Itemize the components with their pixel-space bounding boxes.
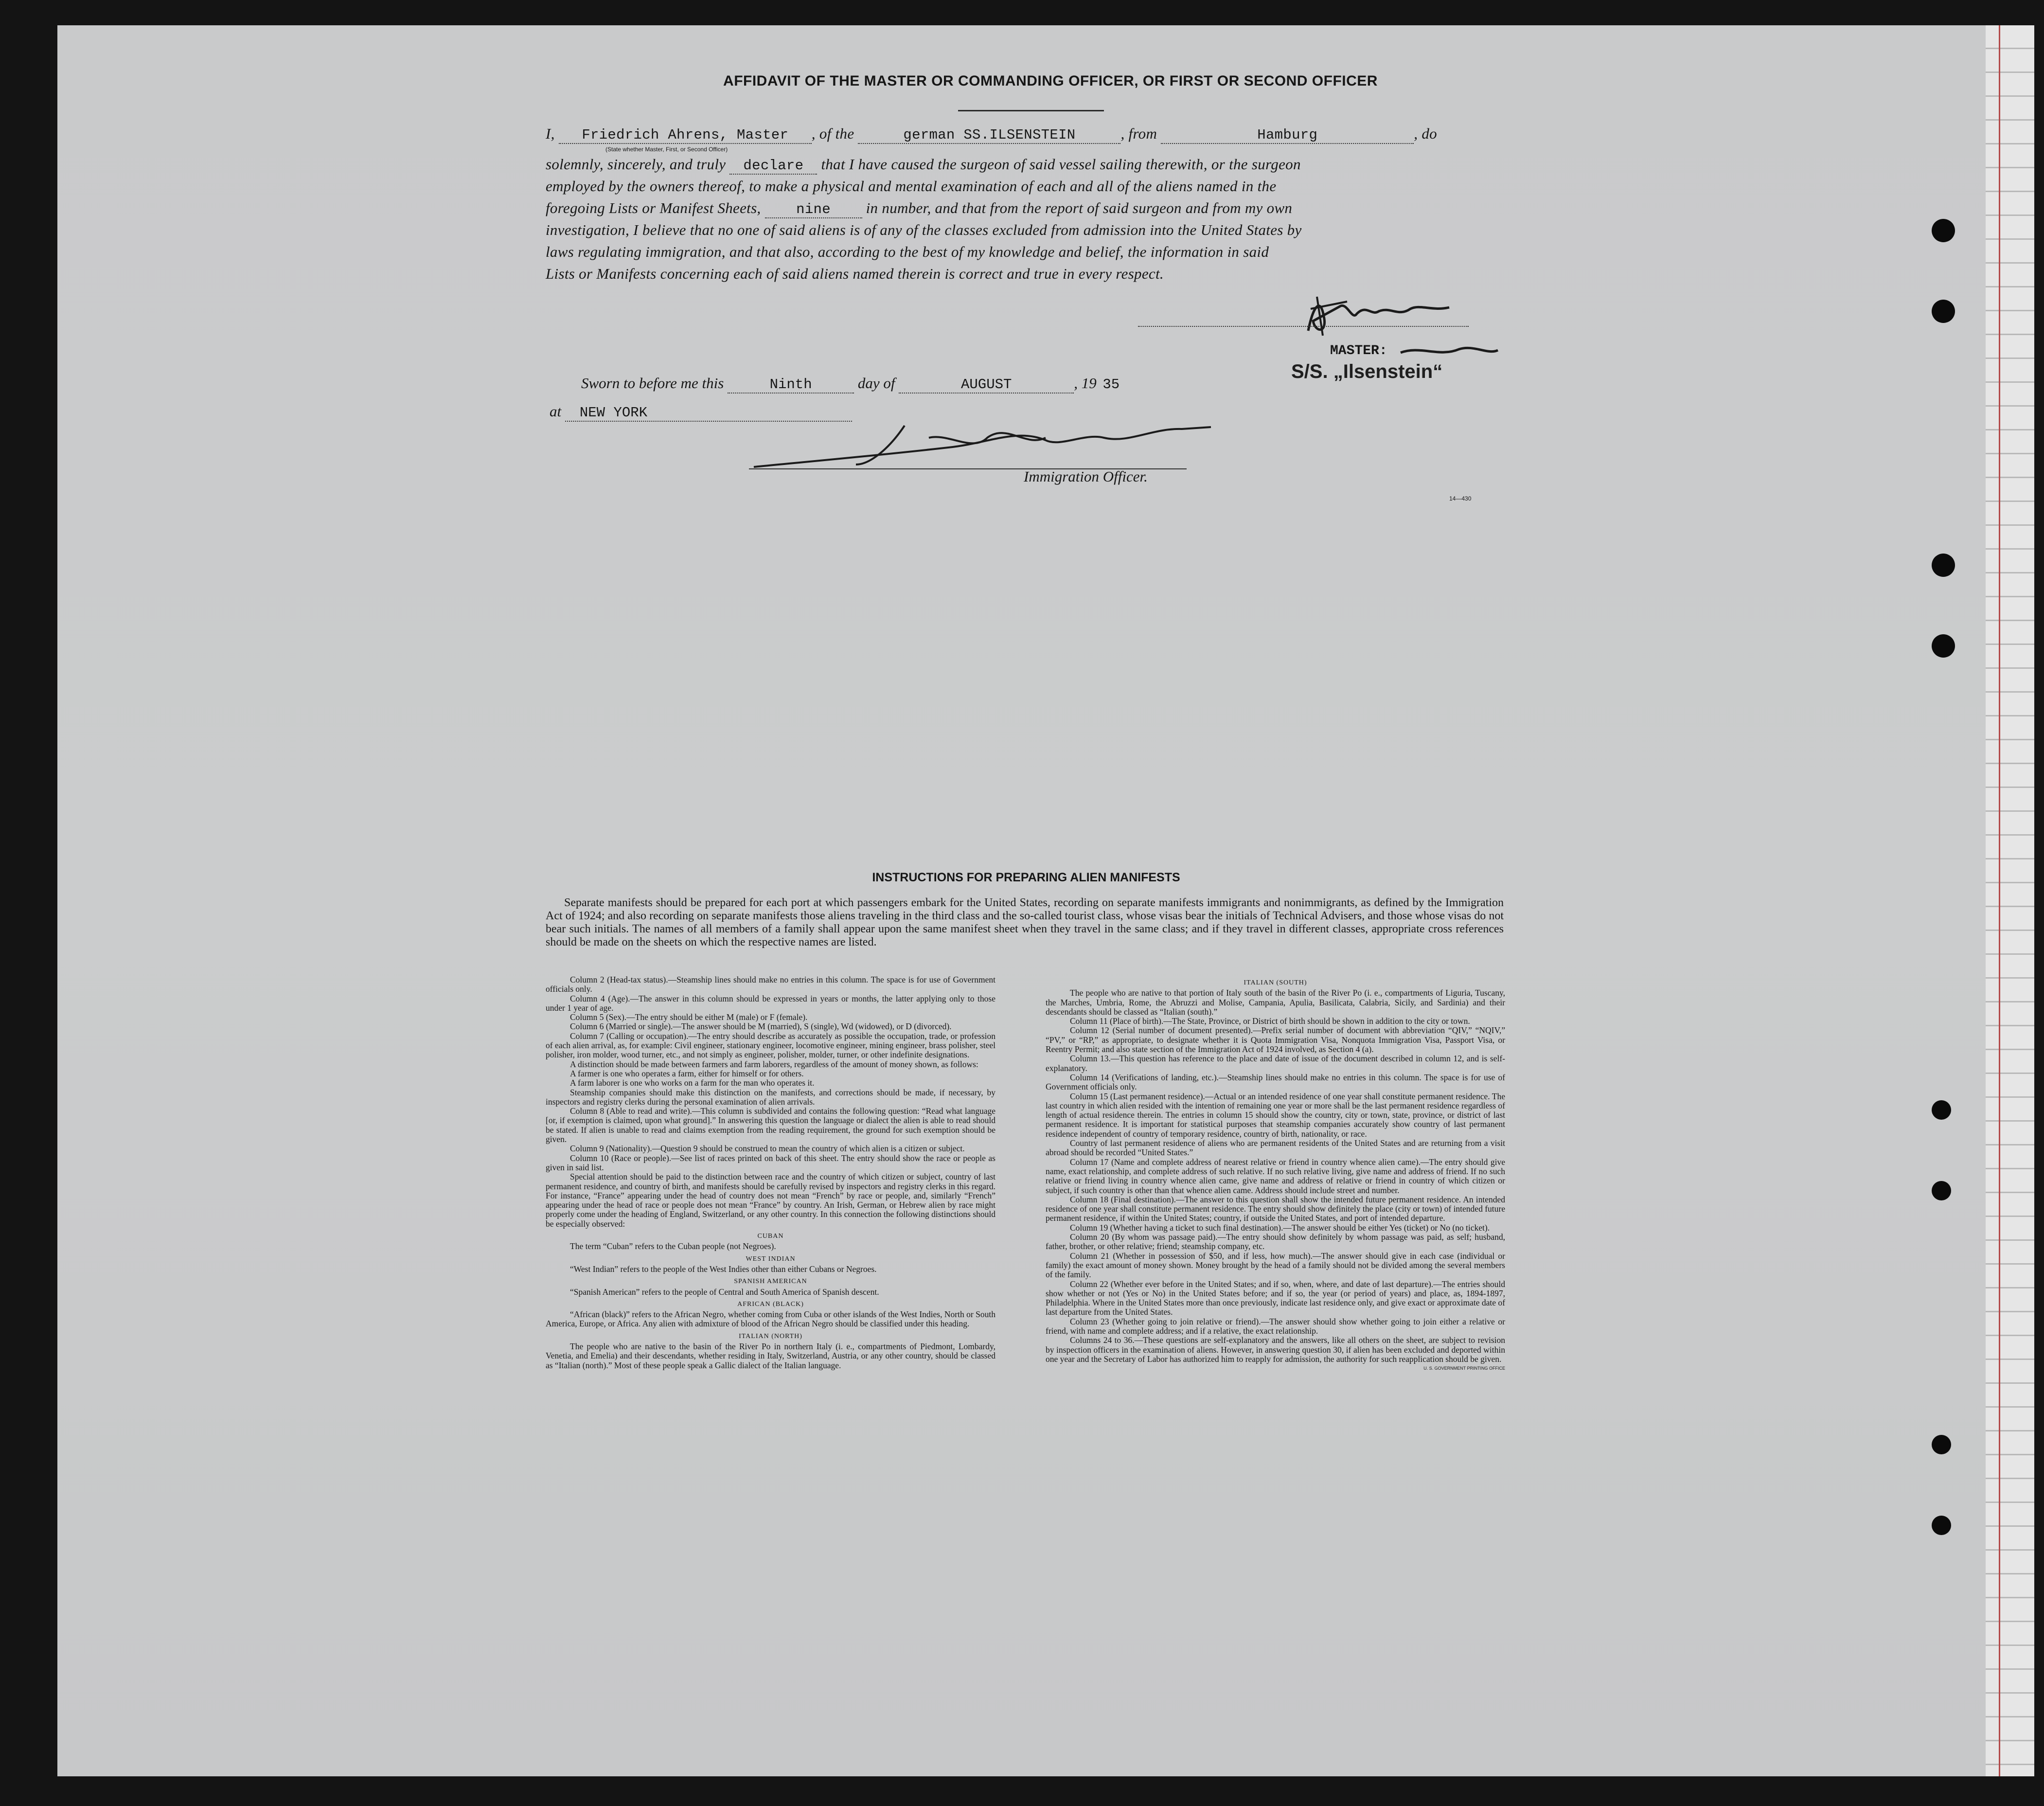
- immigration-officer-label: Immigration Officer.: [1024, 468, 1148, 485]
- section-heading: ITALIAN (NORTH): [739, 1332, 802, 1340]
- section-heading: SPANISH AMERICAN: [734, 1278, 807, 1286]
- affidavit-text: , of the: [811, 125, 854, 142]
- section-heading: CUBAN: [757, 1233, 784, 1240]
- instruction-paragraph: “West Indian” refers to the people of the West Indies other than either Cubans or Negroes.: [570, 1264, 877, 1274]
- ship-stamp: S/S. „Ilsenstein“: [1291, 361, 1443, 382]
- title-rule: [958, 110, 1104, 111]
- instruction-paragraph: The people who are native to that portion of Italy south of the basin of the River Po (i. e., compartments of Liguria, Tuscany, the Marches, Umbria, Rome, the Abruzzi and Molise, Campania, Apulia, Basilicata, Calabria, Sicily, and Sardinia) and their descendants should be classed as “Italian (south).”: [1046, 988, 1505, 1017]
- affidavit-line-4: [546, 199, 1504, 218]
- instructions-right-column: [1046, 975, 1505, 1373]
- affidavit-line-5: investigation, I believe that no one of said aliens is of any of the classes excluded from admission into the United States by: [546, 221, 1302, 238]
- officer-signature: [744, 418, 1221, 472]
- affidavit-line-1: [546, 125, 1504, 144]
- instruction-paragraph: “African (black)” refers to the African Negro, whether coming from Cuba or other islands of the West Indies, North or South America, Europe, or Africa. Any alien with admixture of blood of the African Negro should be classified under this heading.: [546, 1309, 995, 1329]
- sworn-text: Sworn to before me this: [581, 375, 724, 392]
- instruction-paragraph: Column 8 (Able to read and write).—This column is subdivided and contains the following question: “Read what language [or, if exemption is claimed, upon what ground].” In answering this question the language or dialect the alien is able to read should be stated. If alien is unable to read and claims exemption from the reading requirement, the ground for such exemption should be given.: [546, 1106, 995, 1144]
- affidavit-text: I,: [546, 125, 555, 142]
- day-field: Ninth: [728, 376, 854, 393]
- instruction-paragraph: Country of last permanent residence of aliens who are permanent residents of the United States and are returning from a visit abroad should be recorded “United States.”: [1046, 1138, 1505, 1158]
- instruction-paragraph: A distinction should be made between farmers and farm laborers, regardless of the amount of money shown, as follows:: [570, 1059, 978, 1069]
- instruction-paragraph: Column 15 (Last permanent residence).—Actual or an intended residence of one year shall constitute permanent residence. The last country in which alien resided with the intention of remaining one year or more shall be the last permanent residence regardless of length of actual residence therein. The entries in column 15 should show the country, city or town, state, province, or district of last permanent residence. It is important for statistical purposes that steamship companies accurately show country of last permanent residence independent of country of temporary residence, country of birth, nationality, or race.: [1046, 1091, 1505, 1139]
- binder-hole-icon: [1932, 1516, 1951, 1535]
- instruction-paragraph: Column 2 (Head-tax status).—Steamship lines should make no entries in this column. The space is for use of Government officials only.: [546, 975, 995, 994]
- sheet-count-field: nine: [765, 201, 862, 218]
- signature-line: [1138, 326, 1469, 327]
- place-field: NEW YORK: [565, 405, 852, 422]
- master-signature: [1294, 287, 1469, 340]
- form-number: 14—430: [1449, 495, 1472, 502]
- sworn-text: day of: [857, 375, 895, 392]
- instruction-paragraph: Column 14 (Verifications of landing, etc.).—Steamship lines should make no entries in this column. The space is for use of Government officials only.: [1046, 1072, 1505, 1092]
- vessel-field: german SS.ILSENSTEIN: [858, 127, 1120, 144]
- instruction-paragraph: Special attention should be paid to the distinction between race and the country of which citizen or subject, country of last permanent residence, and country of birth, and manifests should be carefully revised by inspectors and registry clerks in this regard. For instance, “France” appearing under the head of country does not mean “French” by race or people, and, similarly “French” appearing under the head of race or people does not mean “France” by country. An Irish, German, or Hebrew alien by race might properly come under the heading of England, Switzerland, or any other country. In this connection the following distinctions should be especially observed:: [546, 1172, 995, 1229]
- instruction-paragraph: Columns 24 to 36.—These questions are self-explanatory and the answers, like all others on the sheet, are subject to revision by inspection officers in the examination of aliens. However, in answering question 30, if alien has been excluded and deported within one year and the Secretary of Labor has authorized him to reapply for admission, the authority for such reapplication should be given.: [1046, 1335, 1505, 1364]
- port-field: Hamburg: [1161, 127, 1414, 144]
- binder-hole-icon: [1932, 554, 1955, 577]
- affidavit-text: foregoing Lists or Manifest Sheets,: [546, 199, 761, 216]
- affidavit-line-7: Lists or Manifests concerning each of said aliens named therein is correct and true in every respect.: [546, 265, 1164, 282]
- instruction-paragraph: Column 7 (Calling or occupation).—The entry should describe as accurately as possible the occupation, trade, or profession of each alien arrival, as, for example: Civil engineer, stationary engineer, locomotive engineer, mining engineer, brass polisher, steel polisher, iron molder, wood turner, etc., and not simply as engineer, polisher, molder, turner, or other indefinite designations.: [546, 1031, 995, 1060]
- officer-note: (State whether Master, First, or Second Officer): [605, 146, 728, 153]
- section-heading: AFRICAN (BLACK): [737, 1300, 804, 1308]
- affidavit-line-3: employed by the owners thereof, to make a physical and mental examination of each and all of the aliens named in the: [546, 178, 1277, 195]
- binder-hole-icon: [1932, 634, 1955, 658]
- instruction-paragraph: Column 20 (By whom was passage paid).—The entry should show definitely by whom passage was paid, as self; husband, father, brother, or other relative; friend; steamship company, etc.: [1046, 1232, 1505, 1252]
- binder-hole-icon: [1932, 1100, 1951, 1120]
- instruction-paragraph: A farmer is one who operates a farm, either for himself or for others.: [570, 1068, 804, 1078]
- page-margin-line: [1999, 25, 2000, 1776]
- instruction-paragraph: “Spanish American” refers to the people of Central and South America of Spanish descent.: [570, 1287, 879, 1297]
- instructions-title: INSTRUCTIONS FOR PREPARING ALIEN MANIFESTS: [872, 871, 1180, 884]
- instruction-paragraph: Column 18 (Final destination).—The answer to this question shall show the intended future permanent residence. An intended residence of one year shall constitute permanent residence. The entry should show definitely the place (city or town) of intended future permanent residence, if within the United States; country, if outside the United States, and port of intended departure.: [1046, 1194, 1505, 1223]
- instruction-paragraph: Column 17 (Name and complete address of nearest relative or friend in country whence alien came).—The entry should give name, exact relationship, and complete address of such relative. If no such relative living, give name and address of friend. If no such relative or friend living in country whence alien came, give name and address of relative or friend in country of which citizen or subject, if such country is other than that whence alien came. Address should include street and number.: [1046, 1157, 1505, 1195]
- affidavit-line-6: laws regulating immigration, and that also, according to the best of my knowledge and belief, the information in said: [546, 243, 1269, 260]
- instruction-paragraph: Column 5 (Sex).—The entry should be either M (male) or F (female).: [570, 1012, 808, 1022]
- year-field: 35: [1102, 376, 1120, 393]
- affidavit-line-2: [546, 156, 1504, 175]
- binder-hole-icon: [1932, 1181, 1951, 1200]
- month-field: AUGUST: [899, 376, 1074, 393]
- affidavit-title: AFFIDAVIT OF THE MASTER OR COMMANDING OFFICER, OR FIRST OR SECOND OFFICER: [723, 73, 1378, 89]
- binder-hole-icon: [1932, 1435, 1951, 1454]
- instruction-paragraph: Column 11 (Place of birth).—The State, Province, or District of birth should be shown in addition to the city or town.: [1070, 1016, 1470, 1026]
- instruction-paragraph: Steamship companies should make this distinction on the manifests, and corrections should be made, if necessary, by inspectors and registry clerks during the personal examination of alien arrivals.: [546, 1087, 995, 1107]
- instruction-paragraph: Column 4 (Age).—The answer in this column should be expressed in years or months, the latter applying only to those under 1 year of age.: [546, 993, 995, 1013]
- instruction-paragraph: Column 23 (Whether going to join relative or friend).—The answer should show whether going to join either a relative or friend, with name and complete address; and if a relative, the exact relationship.: [1046, 1316, 1505, 1336]
- instructions-left-column: [546, 975, 995, 1370]
- affidavit-text: , from: [1120, 125, 1157, 142]
- section-heading: WEST INDIAN: [746, 1255, 796, 1263]
- printer-note: U. S. GOVERNMENT PRINTING OFFICE: [1423, 1366, 1505, 1371]
- affidavit-text: , do: [1414, 125, 1437, 142]
- instruction-paragraph: Column 22 (Whether ever before in the United States; and if so, when, where, and date of last departure).—The entries should show whether or not (Yes or No) in the United States before; and if so, the year (or period of years) and place, as, 1894-1897, Philadelphia. Where in the United States more than once previously, indicate last residence only, and give exact or approximate date of last departure from the United States.: [1046, 1279, 1505, 1317]
- master-stamp: MASTER:: [1330, 343, 1387, 358]
- affidavit-text: that I have caused the surgeon of said vessel sailing therewith, or the surgeon: [821, 156, 1301, 173]
- instructions-intro: Separate manifests should be prepared for each port at which passengers embark for the United States, recording on separate manifests immigrants and nonimmigrants, as defined by the Immigration Act of 1924; and also recording on separate manifests those aliens traveling in the third class and the so-called tourist class, whose visas bear the initials of Technical Advisers, and those whose visas do not bear such initials. The names of all members of a family shall appear upon the same manifest sheet when they travel in the same class; and if they travel in different classes, appropriate cross references should be made on the sheets on which the respective names are listed.: [546, 896, 1504, 948]
- instruction-paragraph: Column 13.—This question has reference to the place and date of issue of the document described in column 12, and is self-explanatory.: [1046, 1054, 1505, 1073]
- instruction-paragraph: Column 6 (Married or single).—The answer should be M (married), S (single), Wd (widowed), or D (divorced).: [570, 1021, 952, 1032]
- instruction-paragraph: Column 19 (Whether having a ticket to such final destination).—The answer should be either Yes (ticket) or No (no ticket).: [1070, 1222, 1490, 1233]
- stamp-overstrike: [1396, 340, 1503, 362]
- master-name-field: Friedrich Ahrens, Master: [559, 127, 812, 144]
- instruction-paragraph: Column 10 (Race or people).—See list of races printed on back of this sheet. The entry should show the race or people as given in said list.: [546, 1153, 995, 1172]
- instruction-paragraph: Column 21 (Whether in possession of $50, and if less, how much).—The answer should give in each case (individual or family) the exact amount of money shown. Money brought by the head of a family should not be divided among the several members of the family.: [1046, 1251, 1505, 1280]
- declare-field: declare: [729, 158, 817, 175]
- instruction-paragraph: A farm laborer is one who works on a farm for the man who operates it.: [570, 1078, 815, 1088]
- sworn-text: , 19: [1074, 375, 1097, 392]
- instruction-paragraph: The people who are native to the basin of the River Po in northern Italy (i. e., compartments of Piedmont, Lombardy, Venetia, and Emelia) and their descendants, whether residing in Italy, Switzerland, Austria, or any other country, should be classed as “Italian (north).” Most of these people speak a Gallic dialect of the Italian language.: [546, 1341, 995, 1370]
- instruction-paragraph: Column 12 (Serial number of document presented).—Prefix serial number of document with abbreviation “QIV,” “NQIV,” “PV,” or “RP,” as appropriate, to designate whether it is Quota Immigration Visa, Nonquota Immigration Visa, Passport Visa, or Reentry Permit; and also state section of the Immigration Act of 1924 involved, as Section 4 (a).: [1046, 1025, 1505, 1055]
- section-heading: ITALIAN (SOUTH): [1244, 979, 1307, 986]
- instruction-paragraph: The term “Cuban” refers to the Cuban people (not Negroes).: [570, 1241, 776, 1252]
- affidavit-text: solemnly, sincerely, and truly: [546, 156, 726, 173]
- binder-hole-icon: [1932, 219, 1955, 242]
- binder-hole-icon: [1932, 300, 1955, 323]
- sworn-text: at: [550, 403, 562, 420]
- sworn-line: [581, 375, 1126, 393]
- affidavit-text: in number, and that from the report of said surgeon and from my own: [866, 199, 1293, 216]
- instruction-paragraph: Column 9 (Nationality).—Question 9 should be construed to mean the country of which alien is a citizen or subject.: [570, 1144, 965, 1154]
- next-page-edge: [1986, 25, 2034, 1776]
